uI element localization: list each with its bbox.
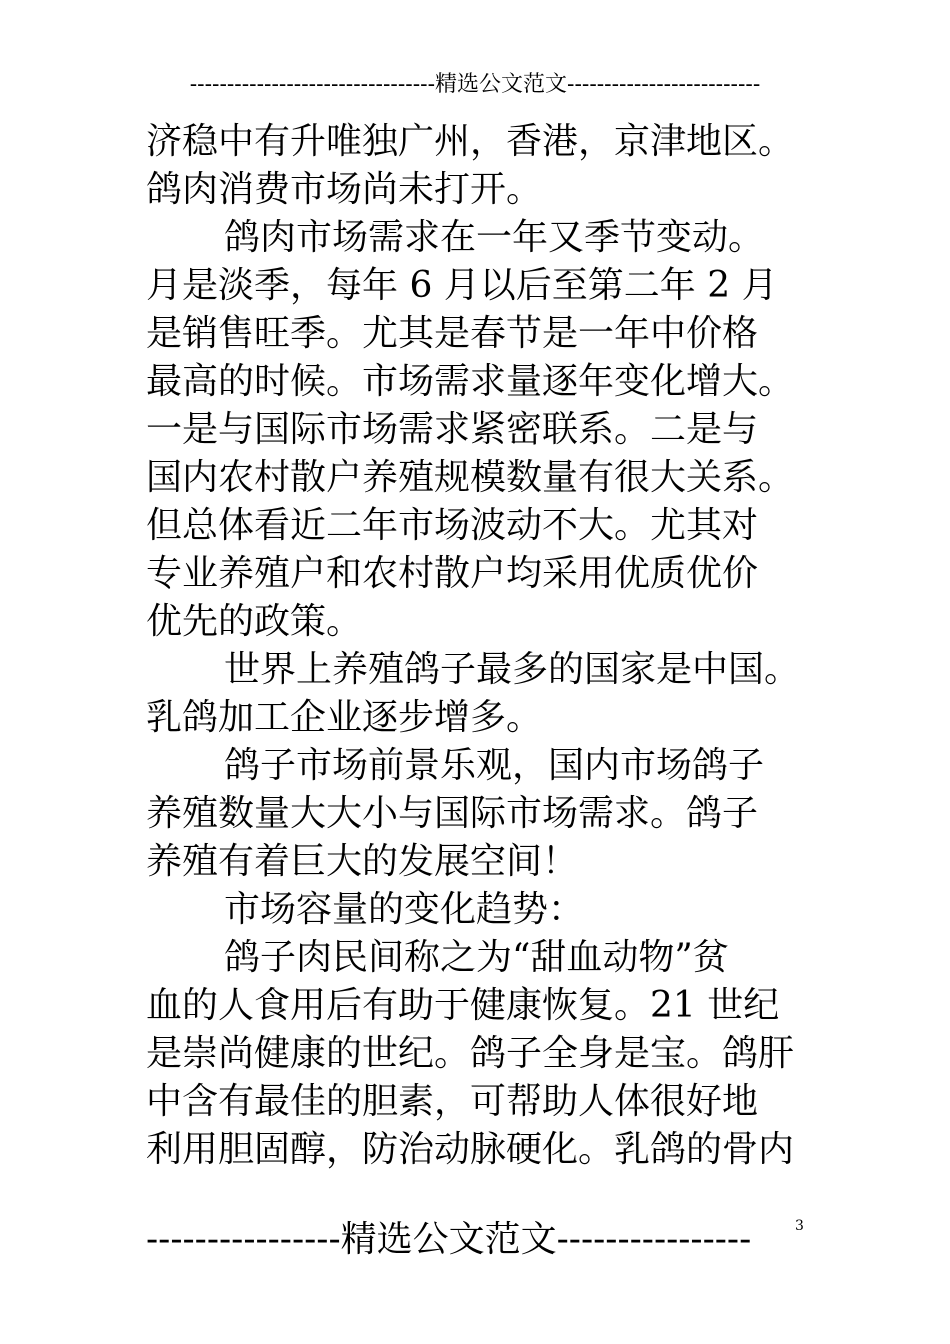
text-line: 一是与国际市场需求紧密联系。二是与 — [146, 409, 759, 450]
page-number: 3 — [795, 1218, 804, 1234]
text-line: 乳鸽加工企业逐步增多。 — [146, 697, 543, 738]
page-header: ---------------------------------精选公文范文-------------------------- — [189, 72, 761, 97]
text-line: 是销售旺季。尤其是春节是一年中价格 — [146, 313, 759, 354]
text-line: 鸽肉市场需求在一年又季节变动。 — [224, 217, 765, 258]
text-line: 养殖有着巨大的发展空间！ — [146, 841, 579, 882]
text-line: 月是淡季，每年 6 月以后至第二年 2 月 — [146, 265, 778, 306]
text-line: 鸽肉消费市场尚未打开。 — [146, 169, 543, 210]
page-footer: ----------------精选公文范文---------------- — [146, 1219, 752, 1260]
text-line: 济稳中有升唯独广州，香港，京津地区。 — [146, 121, 795, 162]
text-line: 中含有最佳的胆素，可帮助人体很好地 — [146, 1081, 759, 1122]
text-line: 专业养殖户和农村散户均采用优质优价 — [146, 553, 759, 594]
text-line: 鸽子肉民间称之为“甜血动物”贫 — [224, 937, 729, 978]
text-line: 但总体看近二年市场波动不大。尤其对 — [146, 505, 759, 546]
text-line: 利用胆固醇，防治动脉硬化。乳鸽的骨内 — [146, 1129, 795, 1170]
text-line: 优先的政策。 — [146, 601, 363, 642]
text-line: 世界上养殖鸽子最多的国家是中国。 — [224, 649, 801, 690]
document-body — [146, 118, 836, 1174]
text-line: 市场容量的变化趋势： — [224, 889, 585, 930]
text-line: 养殖数量大大小与国际市场需求。鸽子 — [146, 793, 759, 834]
text-line: 是崇尚健康的世纪。鸽子全身是宝。鸽肝 — [146, 1033, 795, 1074]
text-line: 最高的时候。市场需求量逐年变化增大。 — [146, 361, 795, 402]
text-line: 血的人食用后有助于健康恢复。21 世纪 — [146, 985, 780, 1026]
text-line: 鸽子市场前景乐观，国内市场鸽子 — [224, 745, 765, 786]
text-line: 国内农村散户养殖规模数量有很大关系。 — [146, 457, 795, 498]
